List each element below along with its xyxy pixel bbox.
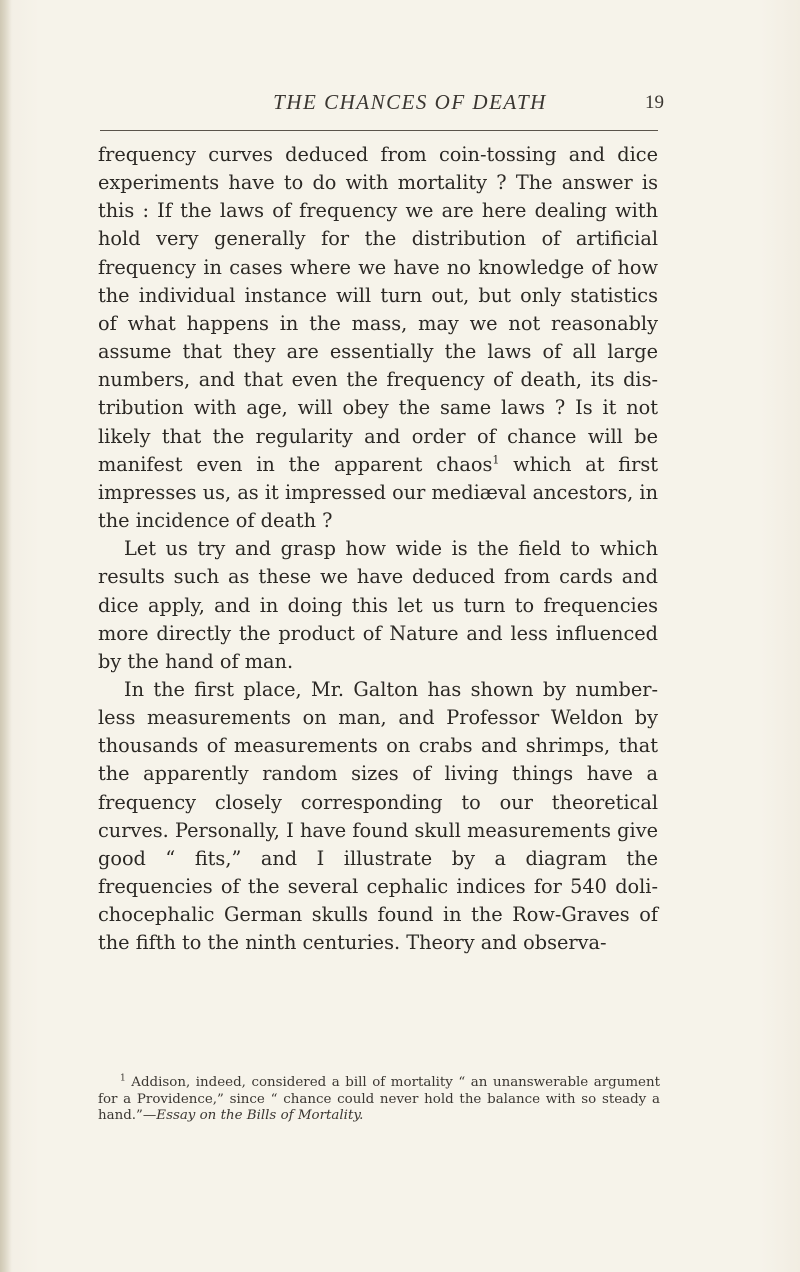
- running-title: THE CHANCES OF DEATH: [273, 90, 547, 114]
- paragraph-3: In the first place, Mr. Galton has shown by number- less measurements on man, and Professor Weldon by thousands of measurements on crabs and shrimps, that the apparently random sizes of living things have a frequency closely corresponding to our theoretical curves. Personally, I have found skull measurements give good “ fits,” and I illustrate by a diagram the frequencies of the several cephalic indices for 540 doli- chocephalic German skulls found in the Row-Graves of the fifth to the ninth centuries. Theory and observa-: [98, 677, 658, 955]
- paragraph-1: [98, 141, 658, 535]
- binding-shadow: [0, 0, 12, 1272]
- footnote-text: Addison, indeed, considered a bill of mortality “ an unanswerable argument for a Providence,” since “ chance could never hold the balance with so steady a hand.”—: [98, 1075, 660, 1124]
- footnote-reference: 1: [492, 453, 500, 467]
- paragraph-2: Let us try and grasp how wide is the field to which results such as these we have deduced from cards and dice apply, and in doing this let us turn to frequencies more directly the product of Nature and less influenced by the hand of man.: [98, 537, 658, 673]
- header-rule: [100, 130, 658, 131]
- footnote-source: Essay on the Bills of Mortality.: [156, 1108, 364, 1124]
- paragraph-1-text: frequency curves deduced from coin-tossing and dice experiments have to do with mortality ? The answer is this : If the laws of frequency we are here dealing with hold very generally for the distribution of artificial frequency in cases where we have no knowledge of how the individual instance will turn out, but only statistics of what happens in the mass, may we not reasonably assume that they are essentially the laws of all large numbers, and that even the frequency of death, its dis- tribution with age, will obey the same laws ? Is it not likely that the regularity and order of chance will be manifest even in the apparent chaos: [98, 143, 658, 476]
- page-number: 19: [645, 92, 664, 113]
- paragraph-1-continuation: which at first impresses us, as it impressed our mediæval ancestors, in the incidence of death ?: [98, 452, 658, 533]
- body-text: [98, 141, 658, 958]
- page-header: [160, 86, 664, 122]
- footnote: [98, 1075, 660, 1125]
- footnote-mark: 1: [120, 1073, 126, 1084]
